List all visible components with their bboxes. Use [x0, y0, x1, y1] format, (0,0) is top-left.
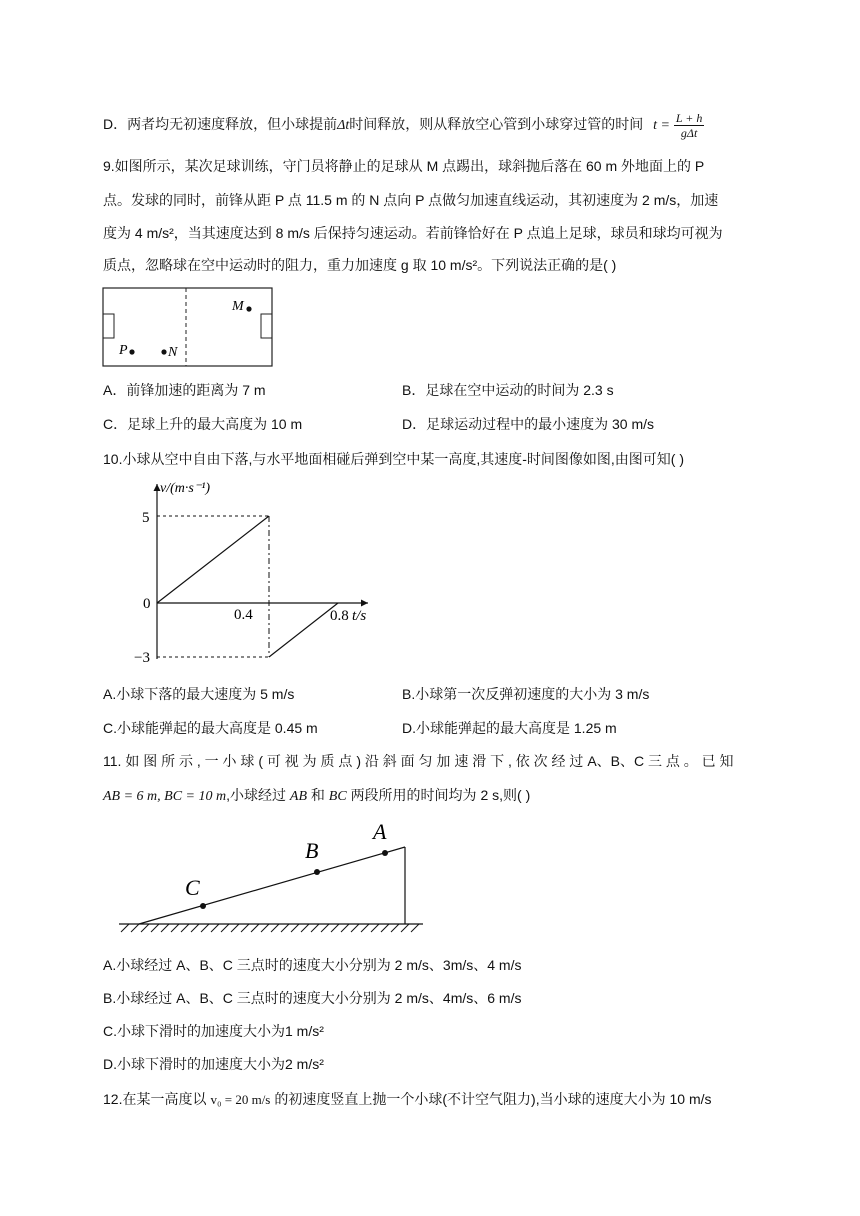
q8-formula: t =	[653, 118, 670, 134]
fall-line	[157, 516, 269, 603]
q9-stem-line-3: 度为 4 m/s²，当其速度达到 8 m/s 后保持匀速运动。若前锋恰好在 P 点追上足球，球员和球均可视为	[103, 225, 723, 241]
label-a: A	[373, 819, 387, 844]
point-b	[314, 869, 320, 875]
point-p	[129, 349, 134, 354]
q10-stem: 10.小球从空中自由下落,与水平地面相碰后弹到空中某一高度,其速度-时间图像如图,由图可知( )	[103, 451, 685, 467]
tick-5: 5	[142, 510, 150, 526]
q9-stem-line-4: 质点，忽略球在空中运动时的阻力，重力加速度 g 取 10 m/s²。下列说法正确的是( )	[103, 257, 617, 273]
q11-option-d: D.小球下滑时的加速度大小为2 m/s²	[103, 1056, 324, 1072]
label-p: P	[119, 343, 128, 358]
tick-0.4: 0.4	[234, 607, 253, 623]
tick-0: 0	[143, 596, 151, 612]
label-m: M	[232, 299, 244, 314]
q11-option-b: B.小球经过 A、B、C 三点时的速度大小分别为 2 m/s、4m/s、6 m/s	[103, 990, 522, 1006]
goal-left	[103, 314, 114, 338]
q11-option-a: A.小球经过 A、B、C 三点时的速度大小分别为 2 m/s、3m/s、4 m/s	[103, 957, 522, 973]
q11-option-c: C.小球下滑时的加速度大小为1 m/s²	[103, 1023, 324, 1039]
q8-option-d: D．两者均无初速度释放，但小球提前Δt时间释放，则从释放空心管到小球穿过管的时间 t = $\frac{L + h}{\text{gΔt}}$	[103, 111, 703, 140]
q9-field-diagram	[102, 287, 274, 369]
q9-option-d: D．足球运动过程中的最小速度为 30 m/s	[402, 416, 655, 432]
q10-vt-graph	[130, 474, 380, 670]
label-n: N	[168, 345, 178, 360]
q9-option-c: C．足球上升的最大高度为 10 m	[103, 416, 303, 432]
x-axis-label: t/s	[352, 608, 367, 624]
tick-minus3: −3	[134, 650, 150, 666]
q9-option-b: B．足球在空中运动的时间为 2.3 s	[402, 382, 614, 398]
q10-option-c: C.小球能弹起的最大高度是 0.45 m	[103, 720, 318, 736]
q8-fraction: $\frac{L + h}{\text{gΔt}}$	[675, 111, 703, 140]
tick-0.8: 0.8	[330, 608, 349, 624]
q11-stem-line-1: 11. 如 图 所 示 , 一 小 球 ( 可 视 为 质 点 ) 沿 斜 面 匀 加 速 滑 下 , 依 次 经 过 A、B、C 三 点 。 已 知	[103, 753, 734, 769]
q10-option-b: B.小球第一次反弹初速度的大小为 3 m/s	[402, 686, 650, 702]
point-n	[161, 349, 166, 354]
q10-option-a: A.小球下落的最大速度为 5 m/s	[103, 686, 295, 702]
q9-stem-line-2: 点。发球的同时，前锋从距 P 点 11.5 m 的 N 点向 P 点做匀加速直线运动，其初速度为 2 m/s，加速	[103, 192, 719, 208]
point-c	[200, 903, 206, 909]
label-b: B	[305, 838, 319, 863]
q11-incline-diagram	[115, 815, 427, 939]
point-m	[246, 306, 251, 311]
point-a	[382, 850, 388, 856]
q9-option-a: A．前锋加速的距离为 7 m	[103, 382, 266, 398]
ground-hatching	[121, 924, 419, 932]
q9-stem-line-1: 9.如图所示，某次足球训练，守门员将静止的足球从 M 点踢出，球斜抛后落在 60 m 外地面上的 P	[103, 158, 705, 174]
q10-option-d: D.小球能弹起的最大高度是 1.25 m	[402, 720, 617, 736]
goal-right	[261, 314, 272, 338]
y-axis-label: v/(m·s⁻¹)	[160, 481, 211, 496]
incline-surface	[139, 847, 405, 924]
q11-stem-line-2: AB = 6 m, BC = 10 m,小球经过 AB 和 BC 两段所用的时间均为 2 s,则( )	[103, 787, 531, 804]
field-border	[103, 288, 272, 366]
label-c: C	[185, 875, 200, 900]
q12-stem: 12.在某一高度以 v₀ = 20 m/s 的初速度竖直上抛一个小球(不计空气阻力),当小球的速度大小为 10 m/s	[103, 1091, 712, 1107]
rebound-line	[269, 603, 338, 657]
